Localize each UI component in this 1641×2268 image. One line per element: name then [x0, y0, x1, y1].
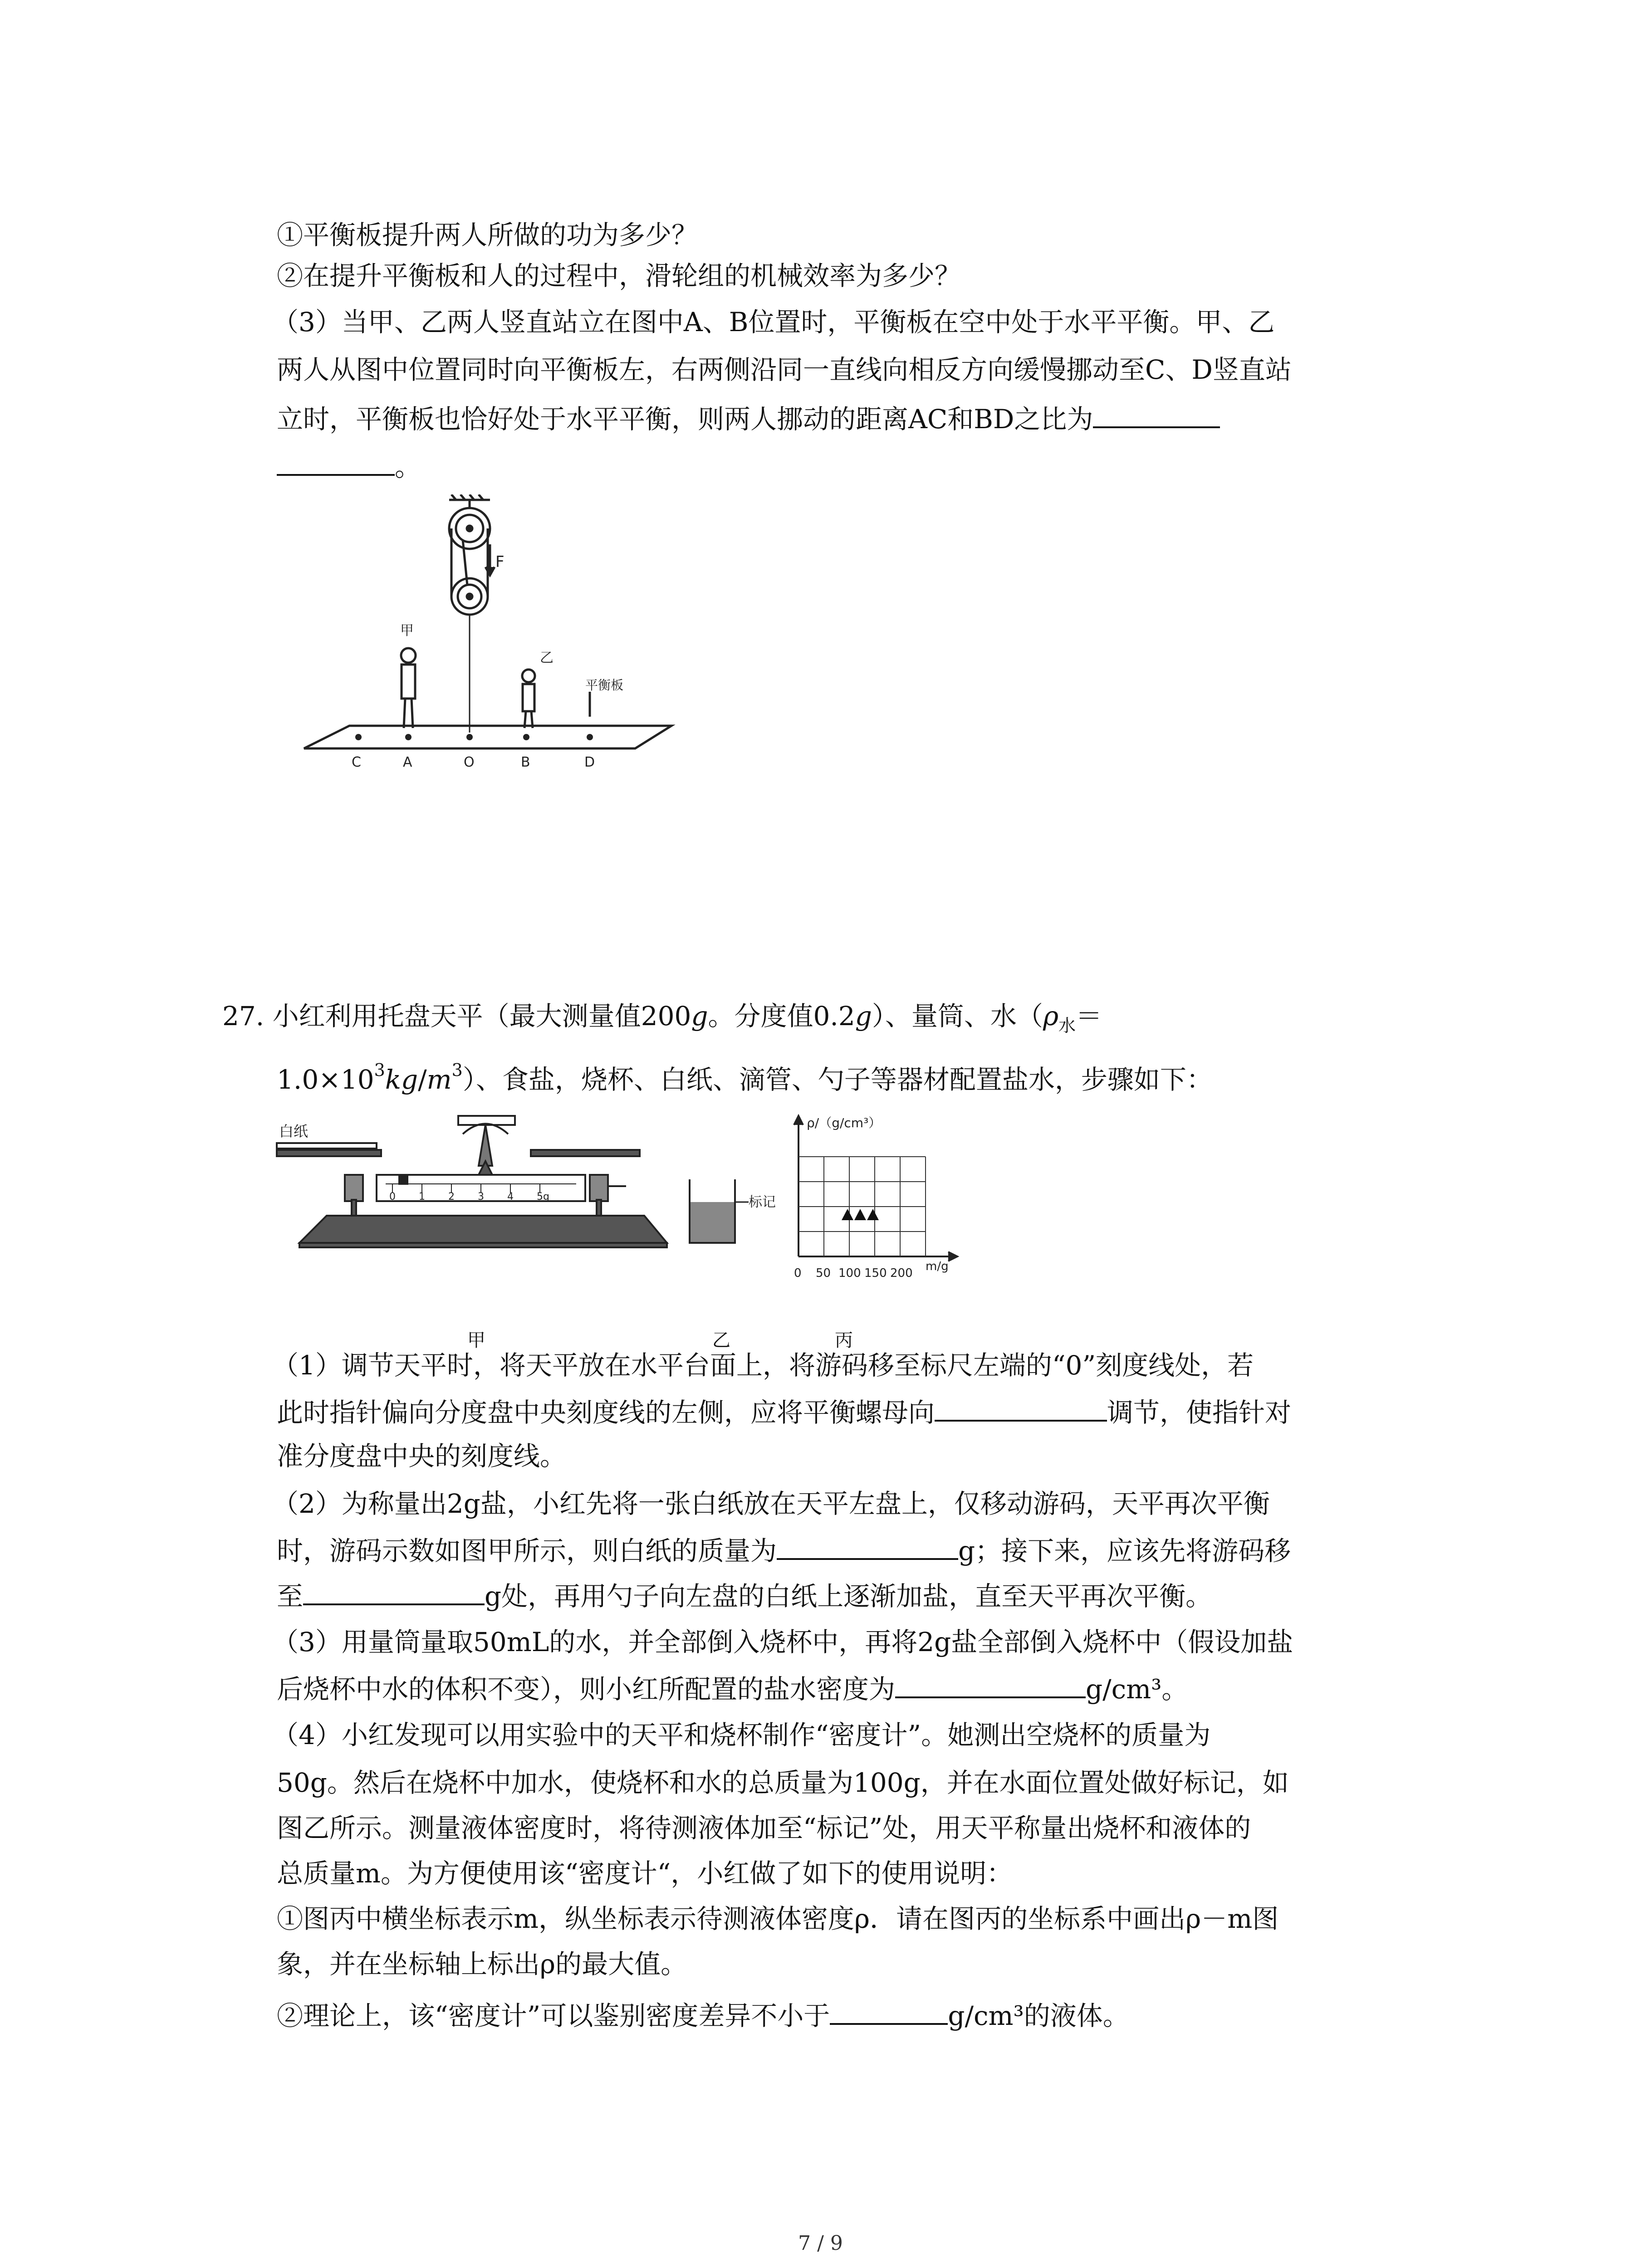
- scale-tick-5g: 5g: [537, 1191, 549, 1202]
- x-tick-150: 150: [864, 1266, 887, 1280]
- pulley-balance-board-figure: [272, 494, 681, 776]
- sub-question-work: ①平衡板提升两人所做的功为多少？: [277, 220, 698, 250]
- answer-blank-paper-mass[interactable]: [777, 1531, 958, 1560]
- step-4-line-6: 象，并在坐标轴上标出ρ的最大值。: [277, 1949, 687, 1980]
- answer-blank-ratio[interactable]: [1093, 399, 1220, 428]
- q27-materials-text: $1.0\times 10^3kg/m^3$）、食盐，烧杯、白纸、滴管、勺子等器材配置盐水，步骤如下：: [277, 1060, 1213, 1095]
- q27-line-1: [222, 998, 1102, 1034]
- page-number: 7 / 9: [798, 2232, 843, 2255]
- question-3-line-2: 两人从图中位置同时向平衡板左，右两侧沿同一直线向相反方向缓慢挪动至C、D竖直站: [277, 354, 1292, 385]
- force-label: F: [495, 553, 505, 571]
- step-4-text-cont: g/cm³的液体。: [948, 2000, 1129, 2031]
- question-3-line-3: [277, 399, 1220, 437]
- person-jia-label: 甲: [400, 623, 414, 639]
- rho-axis-label: ρ/（g/cm³）: [807, 1115, 882, 1130]
- step-2-text-3-cont: g处，再用勺子向左盘的白纸上逐渐加盐，直至天平再次平衡。: [485, 1581, 1212, 1612]
- white-paper-label: 白纸: [279, 1123, 309, 1140]
- step-3-text-cont: g/cm³。: [1086, 1674, 1188, 1705]
- step-4-line-7: [277, 1996, 1129, 2034]
- step-2-line-1: （2）为称量出2g盐，小红先将一张白纸放在天平左盘上，仅移动游码，天平再次平衡: [272, 1488, 1270, 1519]
- step-2-line-2: [277, 1531, 1291, 1569]
- scale-tick-0: 0: [389, 1191, 396, 1202]
- step-4-text: ②理论上，该“密度计”可以鉴别密度差异不小于: [277, 2000, 830, 2031]
- step-1-line-1: （1）调节天平时，将天平放在水平台面上，将游码移至标尺左端的“0”刻度线处，若: [272, 1350, 1254, 1381]
- step-1-text: 此时指针偏向分度盘中央刻度线的左侧，应将平衡螺母向: [277, 1397, 935, 1428]
- board-label: 平衡板: [585, 678, 624, 693]
- point-o-label: O: [464, 754, 475, 770]
- period: 。: [395, 451, 421, 482]
- step-1-line-2: [277, 1393, 1291, 1431]
- balance-beaker-graph-figure: [272, 1107, 998, 1306]
- scale-tick-1: 1: [419, 1191, 425, 1202]
- step-3-line-1: （3）用量筒量取50mL的水，并全部倒入烧杯中，再将2g盐全部倒入烧杯中（假设加盐: [272, 1627, 1293, 1657]
- x-axis-unit: m/g: [926, 1260, 949, 1273]
- answer-blank-ratio-cont[interactable]: [277, 447, 395, 476]
- step-2-line-3: [277, 1576, 1212, 1614]
- caption-yi: 乙: [712, 1330, 730, 1351]
- scale-tick-4: 4: [507, 1191, 514, 1202]
- answer-blank-density[interactable]: [895, 1669, 1086, 1698]
- step-2-text: 时，游码示数如图甲所示，则白纸的质量为: [277, 1535, 777, 1566]
- step-4-line-2: 50g。然后在烧杯中加水，使烧杯和水的总质量为100g，并在水面位置处做好标记，如: [277, 1767, 1289, 1798]
- point-a-label: A: [403, 754, 412, 770]
- step-1-line-3: 准分度盘中央的刻度线。: [277, 1441, 567, 1471]
- step-2-text-cont: g；接下来，应该先将游码移: [958, 1535, 1291, 1566]
- step-4-line-1: （4）小红发现可以用实验中的天平和烧杯制作“密度计”。她测出空烧杯的质量为: [272, 1720, 1211, 1750]
- step-4-line-3: 图乙所示。测量液体密度时，将待测液体加至“标记”处，用天平称量出烧杯和液体的: [277, 1813, 1251, 1843]
- x-tick-200: 200: [890, 1266, 913, 1280]
- point-b-label: B: [521, 754, 530, 770]
- caption-bing: 丙: [835, 1330, 853, 1351]
- step-3-text: 后烧杯中水的体积不变），则小红所配置的盐水密度为: [277, 1674, 896, 1705]
- step-1-text-cont: 调节，使指针对: [1107, 1397, 1292, 1428]
- caption-jia: 甲: [467, 1330, 485, 1351]
- answer-blank-rider-position[interactable]: [303, 1576, 485, 1605]
- answer-blank-direction[interactable]: [935, 1393, 1107, 1422]
- point-d-label: D: [584, 754, 595, 770]
- question-3-line-4: [277, 447, 421, 485]
- step-4-line-4: 总质量m。为方便使用该“密度计“，小红做了如下的使用说明：: [277, 1858, 1013, 1889]
- step-2-text-3: 至: [277, 1581, 304, 1612]
- x-tick-0: 0: [794, 1266, 802, 1280]
- scale-tick-2: 2: [448, 1191, 455, 1202]
- question-3-text: 立时，平衡板也恰好处于水平平衡，则两人挪动的距离AC和BD之比为: [277, 404, 1093, 435]
- person-yi-label: 乙: [540, 650, 554, 666]
- question-3-line-1: （3）当甲、乙两人竖直站立在图中A、B位置时，平衡板在空中处于水平平衡。甲、乙: [272, 307, 1275, 337]
- scale-tick-3: 3: [478, 1191, 484, 1202]
- step-3-line-2: [277, 1669, 1188, 1707]
- step-4-line-5: ①图丙中横坐标表示m，纵坐标表示待测液体密度ρ．请在图丙的坐标系中画出ρ－m图: [277, 1903, 1279, 1934]
- mark-label: 标记: [749, 1194, 776, 1210]
- x-tick-100: 100: [838, 1266, 861, 1280]
- point-c-label: C: [352, 754, 361, 770]
- q27-line-2: [277, 1061, 1213, 1098]
- answer-blank-density-diff[interactable]: [830, 1996, 948, 2025]
- q27-number-text: 27. 小红利用托盘天平（最大测量值200g。分度值0.2g）、量筒、水（$\rho_水=$: [222, 1001, 1102, 1036]
- x-tick-50: 50: [816, 1266, 831, 1280]
- sub-question-efficiency: ②在提升平衡板和人的过程中，滑轮组的机械效率为多少？: [277, 260, 961, 291]
